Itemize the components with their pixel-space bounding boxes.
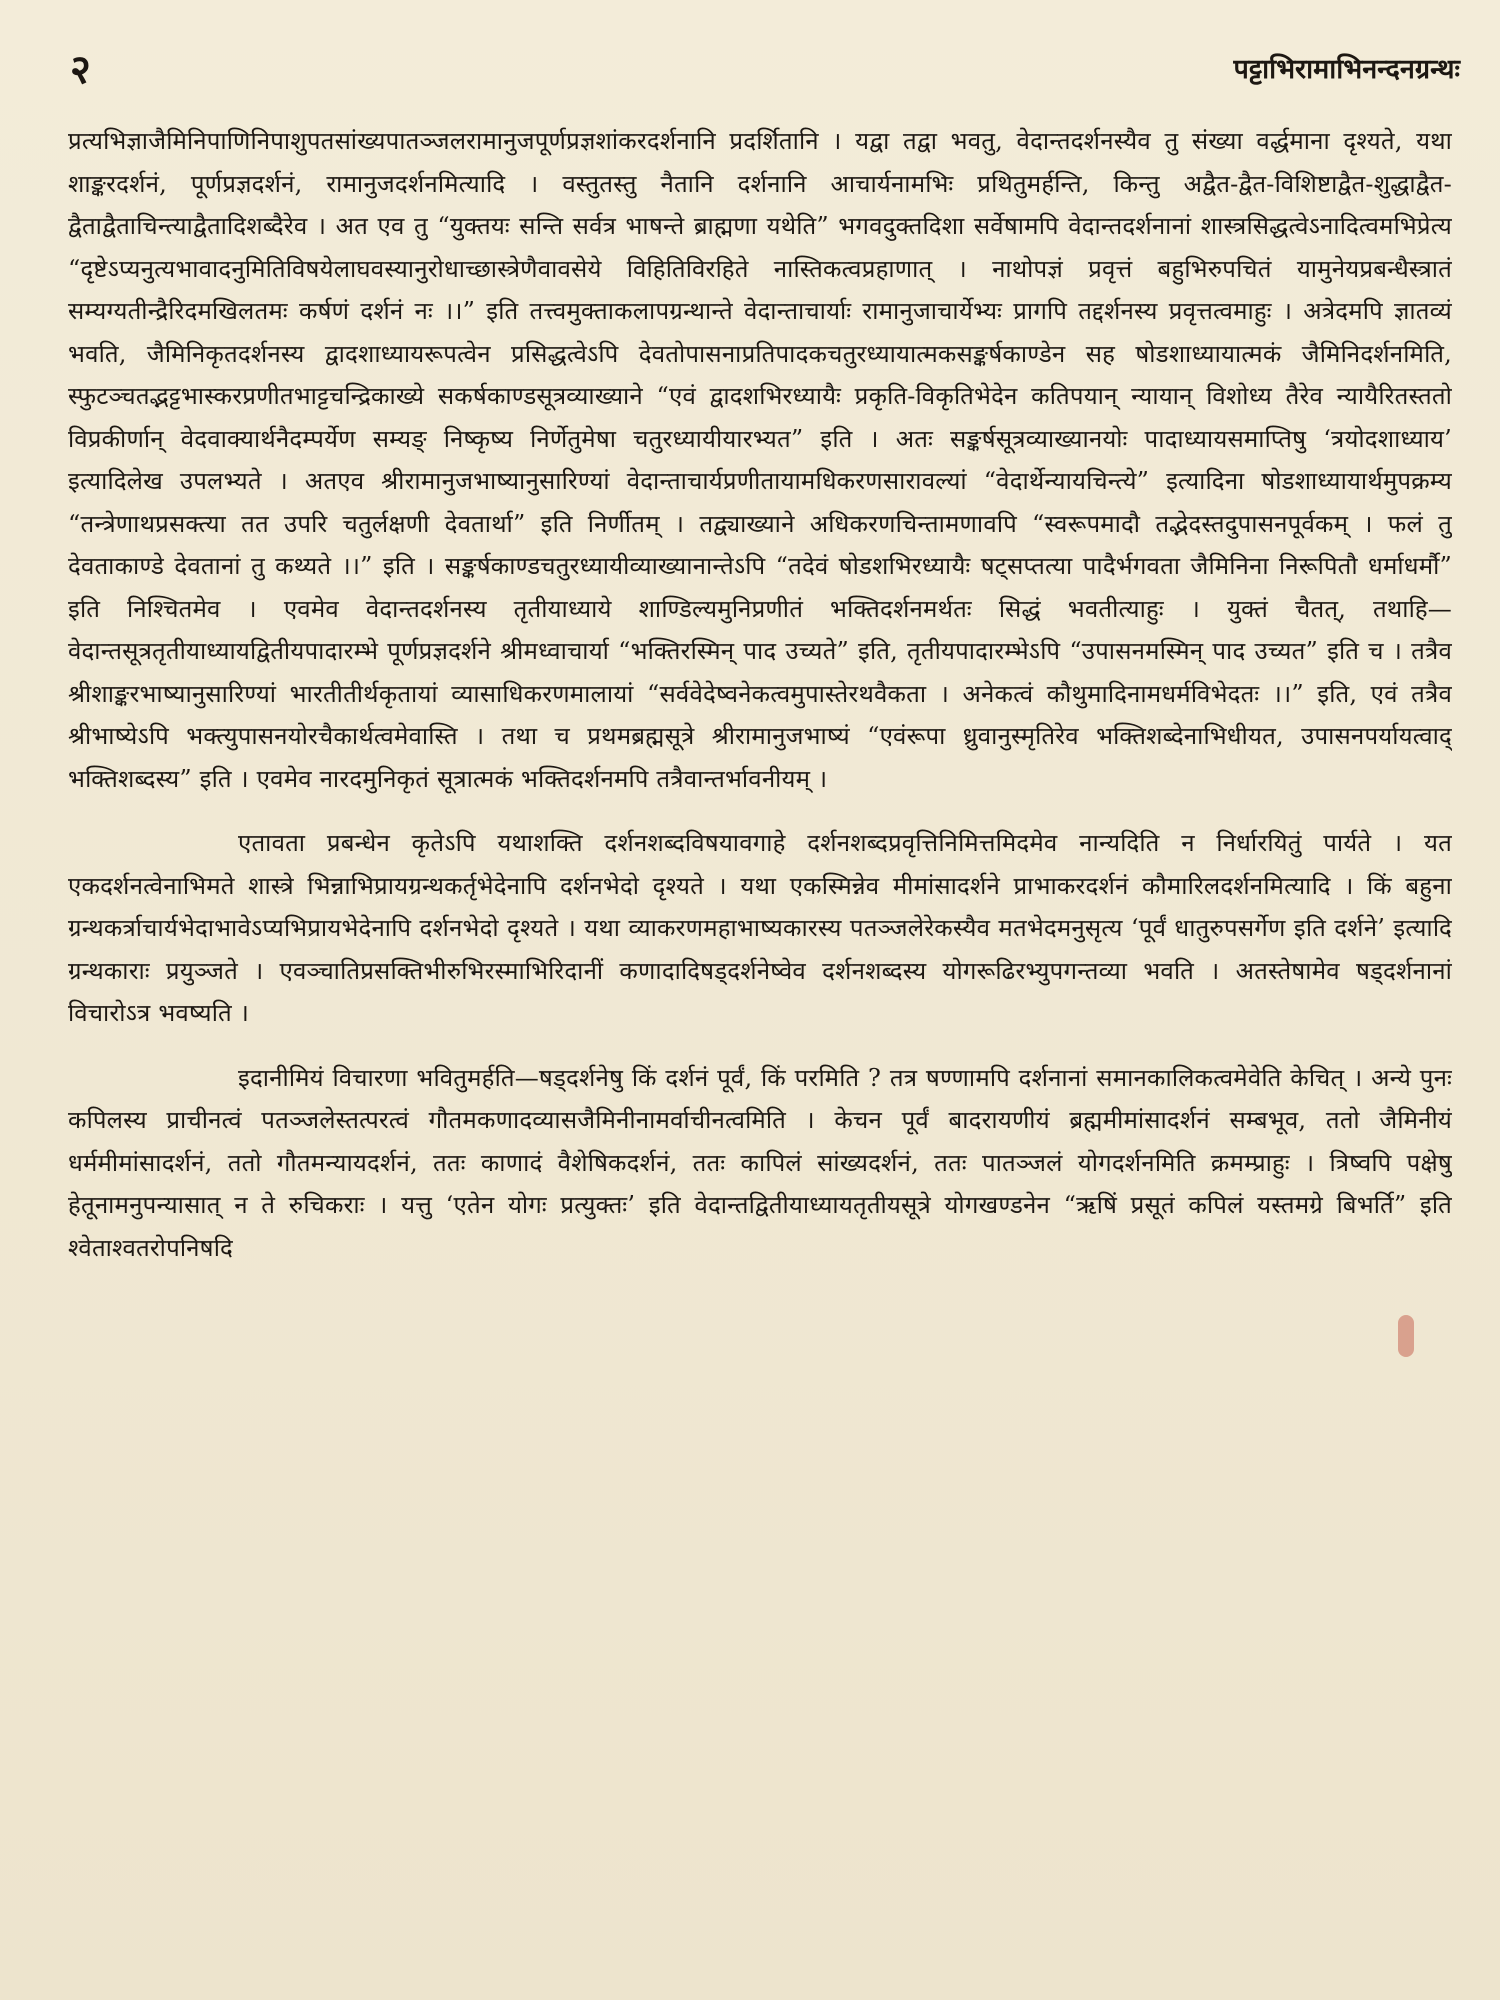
page-number: २: [70, 46, 91, 93]
paragraph-1: प्रत्यभिज्ञाजैमिनिपाणिनिपाशुपतसांख्यपातञ्जलरामानुजपूर्णप्रज्ञशांकरदर्शनानि प्रदर्शितानि । यद्वा तद्वा भवतु, वेदान्तदर्शनस्यैव तु संख्या वर्द्धमाना दृश्यते, यथा शाङ्करदर्शनं, पूर्णप्रज्ञदर्शनं, रामानुजदर्शनमित्यादि । वस्तुतस्तु नैतानि दर्शनानि आचार्यनामभिः प्रथितुमर्हन्ति, किन्तु अद्वैत-द्वैत-विशिष्टाद्वैत-शुद्धाद्वैत-द्वैताद्वैताचिन्त्याद्वैतादिशब्दैरेव । अत एव तु “युक्तयः सन्ति सर्वत्र भाषन्ते ब्राह्मणा यथेति” भगवदुक्तदिशा सर्वेषामपि वेदान्तदर्शनानां शास्त्रसिद्धत्वेऽनादित्वमभिप्रेत्य “दृष्टेऽप्यनुत्यभावादनुमितिविषयेलाघवस्यानुरोधाच्छास्त्रेणैवावसेये विहितिविरहिते नास्तिकत्वप्रहाणात् । नाथोपज्ञं प्रवृत्तं बहुभिरुपचितं यामुनेयप्रबन्धैस्त्रातं सम्यग्यतीन्द्रैरिदमखिलतमः कर्षणं दर्शनं नः ।।” इति तत्त्वमुक्ताकलापग्रन्थान्ते वेदान्ताचार्याः रामानुजाचार्येभ्यः प्रागपि तद्दर्शनस्य प्रवृत्तत्वमाहुः । अत्रेदमपि ज्ञातव्यं भवति, जैमिनिकृतदर्शनस्य द्वादशाध्यायरूपत्वेन प्रसिद्धत्वेऽपि देवतोपासनाप्रतिपादकचतुरध्यायात्मकसङ्कर्षकाण्डेन सह षोडशाध्यायात्मकं जैमिनिदर्शनमिति, स्फुटञ्चतद्भट्टभास्करप्रणीतभाट्टचन्द्रिकाख्ये सकर्षकाण्डसूत्रव्याख्याने “एवं द्वादशभिरध्यायैः प्रकृति-विकृतिभेदेन कतिपयान् न्यायान् विशोध्य तैरेव न्यायैरितस्ततो विप्रकीर्णान् वेदवाक्यार्थनैदम्पर्येण सम्यङ् निष्कृष्य निर्णेतुमेषा चतुरध्यायीयारभ्यत” इति । अतः सङ्कर्षसूत्रव्याख्यानयोः पादाध्यायसमाप्तिषु ‘त्रयोदशाध्याय’ इत्यादिलेख उपलभ्यते । अतएव श्रीरामानुजभाष्यानुसारिण्यां वेदान्ताचार्यप्रणीतायामधिकरणसारावल्यां “वेदार्थेन्यायचिन्त्ये” इत्यादिना षोडशाध्यायार्थमुपक्रम्य “तन्त्रेणाथप्रसक्त्या तत उपरि चतुर्लक्षणी देवतार्था” इति निर्णीतम् । तद्व्याख्याने अधिकरणचिन्तामणावपि “स्वरूपमादौ तद्भेदस्तदुपासनपूर्वकम् । फलं तु देवताकाण्डे देवतानां तु कथ्यते ।।” इति । सङ्कर्षकाण्डचतुरध्यायीव्याख्यानान्तेऽपि “तदेवं षोडशभिरध्यायैः षट्सप्तत्या पादैर्भगवता जैमिनिना निरूपितौ धर्माधर्मौ” इति निश्चितमेव । एवमेव वेदान्तदर्शनस्य तृतीयाध्याये शाण्डिल्यमुनिप्रणीतं भक्तिदर्शनमर्थतः सिद्धं भवतीत्याहुः । युक्तं चैतत्, तथाहि—वेदान्तसूत्रतृतीयाध्यायद्वितीयपादारम्भे पूर्णप्रज्ञदर्शने श्रीमध्वाचार्या “भक्तिरस्मिन् पाद उच्यते” इति, तृतीयपादारम्भेऽपि “उपासनमस्मिन् पाद उच्यत” इति च । तत्रैव श्रीशाङ्करभाष्यानुसारिण्यां भारतीतीर्थकृतायां व्यासाधिकरणमालायां “सर्ववेदेष्वनेकत्वमुपास्तेरथवैकता । अनेकत्वं कौथुमादिनामधर्मविभेदतः ।।” इति, एवं तत्रैव श्रीभाष्येऽपि भक्त्युपासनयोरचैकार्थत्वमेवास्ति । तथा च प्रथमब्रह्मसूत्रे श्रीरामानुजभाष्यं “एवंरूपा ध्रुवानुस्मृतिरेव भक्तिशब्देनाभिधीयत, उपासनपर्यायत्वाद् भक्तिशब्दस्य” इति । एवमेव नारदमुनिकृतं सूत्रात्मकं भक्तिदर्शनमपि तत्रैवान्तर्भावनीयम् ।: [68, 127, 1452, 793]
page-header: [70, 40, 1460, 100]
body-text: [68, 120, 1452, 1980]
paragraph-2: एतावता प्रबन्धेन कृतेऽपि यथाशक्ति दर्शनशब्दविषयावगाहे दर्शनशब्दप्रवृत्तिनिमित्तमिदमेव नान्यदिति न निर्धारयितुं पार्यते । यत एकदर्शनत्वेनाभिमते शास्त्रे भिन्नाभिप्रायग्रन्थकर्तृभेदेनापि दर्शनभेदो दृश्यते । यथा एकस्मिन्नेव मीमांसादर्शने प्राभाकरदर्शनं कौमारिलदर्शनमित्यादि । किं बहुना ग्रन्थकर्त्राचार्यभेदाभावेऽप्यभिप्रायभेदेनापि दर्शनभेदो दृश्यते । यथा व्याकरणमहाभाष्यकारस्य पतञ्जलेरेकस्यैव मतभेदमनुसृत्य ‘पूर्वं धातुरुपसर्गेण इति दर्शने’ इत्यादि ग्रन्थकाराः प्रयुञ्जते । एवञ्चातिप्रसक्तिभीरुभिरस्माभिरिदानीं कणादादिषड्दर्शनेष्वेव दर्शनशब्दस्य योगरूढिरभ्युपगन्तव्या भवति । अतस्तेषामेव षड्दर्शनानां विचारोऽत्र भवष्यति ।: [68, 829, 1452, 1027]
paper-stain: [1398, 1315, 1414, 1357]
paragraph-3: इदानीमियं विचारणा भवितुमर्हति—षड्दर्शनेषु किं दर्शनं पूर्वं, किं परमिति ? तत्र षण्णामपि दर्शनानां समानकालिकत्वमेवेति केचित् । अन्ये पुनः कपिलस्य प्राचीनत्वं पतञ्जलेस्तत्परत्वं गौतमकणादव्यासजैमिनीनामर्वाचीनत्वमिति । केचन पूर्वं बादरायणीयं ब्रह्ममीमांसादर्शनं सम्बभूव, ततो जैमिनीयं धर्ममीमांसादर्शनं, ततो गौतमन्यायदर्शनं, ततः काणादं वैशेषिकदर्शनं, ततः कापिलं सांख्यदर्शनं, ततः पातञ्जलं योगदर्शनमिति क्रमम्प्राहुः । त्रिष्वपि पक्षेषु हेतूनामनुपन्यासात् न ते रुचिकराः । यत्तु ‘एतेन योगः प्रत्युक्तः’ इति वेदान्तद्वितीयाध्यायतृतीयसूत्रे योगखण्डनेन “ऋषिं प्रसूतं कपिलं यस्तमग्रे बिभर्ति” इति श्वेताश्वतरोपनिषदि: [68, 1063, 1452, 1262]
running-title: पट्टाभिरामाभिनन्दनग्रन्थः: [1233, 54, 1460, 85]
